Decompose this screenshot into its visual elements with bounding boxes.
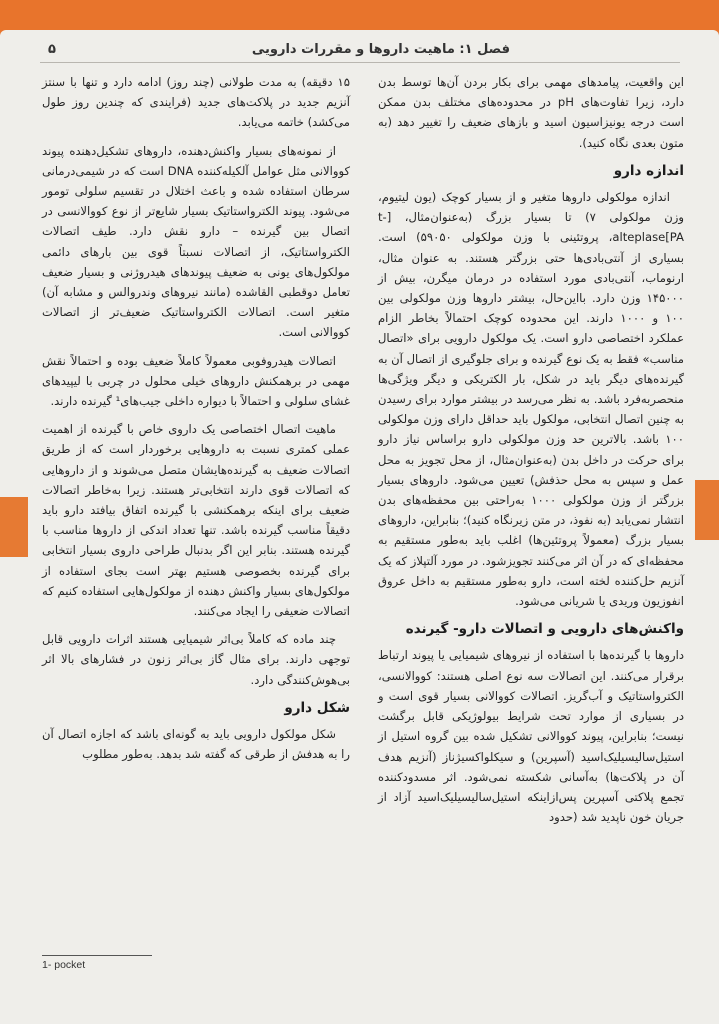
section-heading-drug-shape: شکل دارو	[284, 699, 350, 716]
paragraph: ماهیت اتصال اختصاصی یک داروی خاص با گیرنده از اهمیت عملی کمتری نسبت به داروهایی برخوردار است که از طریق اتصالات ضعیف به گیرنده‌هایشان متصل می‌شوند و از داروهایی که اتصالات قوی دارند انتخابی‌تر هستند. زیرا به‌خاطر اتصالات ضعیف برای اینکه برهمکنشی با گیرنده اتفاق بیافتد دارو باید دقیقاً مناسب گیرنده باشد. تنها تعداد اندکی از داروها مناسب با گیرنده هستند. بنابر این اگر بدنبال طراحی داروی بسیار انتخابی برای گیرنده بخصوصی هستیم بهتر است بجای استفاده از مولکول‌های بسیار واکنش دهنده از مولکول‌هایی استفاده کنیم که اتصالات ضعیفی را ایجاد می‌کنند.	[42, 422, 350, 619]
page-number: ۵	[48, 42, 56, 57]
left-thumb-tab	[0, 497, 28, 557]
right-column	[378, 72, 684, 835]
right-thumb-tab	[695, 480, 719, 540]
section-heading-interactions: واکنش‌های دارویی و اتصالات دارو- گیرنده	[405, 621, 684, 638]
paragraph: اندازه مولکولی داروها متغیر و از بسیار کوچک (یون لیتیوم، وزن مولکولی ۷) تا بسیار بزرگ (به‌عنوان‌مثال، [t-alteplase[PA، پروتئینی با وزن مولکولی ۵۹۰۵۰) است. بسیاری از آنتی‌بادی‌ها حتی بزرگتر هستند. به عنوان مثال، ارنوماب، آنتی‌بادی مورد استفاده در درمان میگرن، بیش از ۱۴۵۰۰۰ وزن دارد. بااین‌حال، بیشتر داروها وزن مولکولی بین ۱۰۰ و ۱۰۰۰ دارند. این محدوده کوچک احتمالاً بخاطر الزام عملکرد اختصاصی دارو است. یک مولکول دارویی برای «اتصال مناسب» فقط به یک نوع گیرنده و برای جلوگیری از اتصال آن به گیرنده‌های دیگر باید در شکل، بار الکتریکی و دیگر ویژگی‌ها منحصربه‌فرد باشد. به نظر می‌رسد در بیشتر موارد برای رسیدن به چنین اتصال انتخابی، مولکول باید حداقل دارای وزن مولکولی ۱۰۰ باشد. بالاترین حد وزن مولکولی دارو براساس نیاز دارو برای حرکت در داخل بدن (به‌عنوان‌مثال، از محل تجویز به محل عمل و سپس به محل حذفش) تعیین می‌شود. داروهای بسیار بزرگتر از وزن مولکولی ۱۰۰۰ به‌راحتی بین محفظه‌های بدن انتشار نمی‌یابد (به نفوذ، در متن زیرنگاه کنید)؛ بنابراین، داروهای بسیار بزرگ (معمولاً پروتئین‌ها) اغلب باید به‌طور مستقیم به محفظه‌ای که در آن اثر می‌کنند تجویزشود. در مورد آلتپلاز که یک آنزیم حل‌کننده لخته است، دارو به‌طور مستقیم به داخل عروق انفوزیون وریدی یا شریانی می‌شود.	[378, 190, 684, 609]
paragraph: داروها با گیرنده‌ها با استفاده از نیروهای شیمیایی یا پیوند ارتباط برقرار می‌کنند. این اتصالات سه نوع اصلی هستند: کووالانسی، الکترواستاتیک و آب‌گریز. اتصالات کووالانی بسیار قوی است و در بسیاری از موارد تحت شرایط بیولوژیکی قابل برگشت نیست؛ بنابراین، پیوند کووالانی تشکیل شده بین گروه استیل از استیل‌سالیسیلیک‌اسید (آسپرین) و سیکلواکسیژناز (آنزیم هدف آن در پلاکت‌ها) به‌آسانی شکسته نمی‌شود. اثر مسدودکننده تجمع پلاکتی آسپرین پس‌ازاینکه استیل‌سالیسیلیک‌اسید آزاد از جریان خون ناپدید شد (حدود	[378, 648, 684, 825]
footnote-divider	[42, 955, 152, 956]
header-divider	[40, 62, 680, 63]
footnote: 1- pocket	[42, 959, 86, 971]
paragraph: ۱۵ دقیقه) به مدت طولانی (چند روز) ادامه دارد و تنها با سنتز آنزیم جدید در پلاکت‌های جدید (فرایندی که چندین روز طول می‌کشد) خاتمه می‌یابد.	[42, 75, 350, 130]
paragraph: از نمونه‌های بسیار واکنش‌دهنده، داروهای تشکیل‌دهنده پیوند کووالانی مثل عوامل آلکیله‌کننده DNA است که در شیمی‌درمانی سرطان استفاده شده و باعث اختلال در تقسیم سلولی تومور می‌شود. پیوند الکترواستاتیک بسیار شایع‌تر از نوع کووالانسی در اتصال بین گیرنده – دارو نقش دارد. طیف اتصالات الکترواستاتیک، از اتصالات نسبتاً قوی بین بارهای دائمی مولکول‌های یونی به ضعیف پیوندهای هیدروژنی و بسیار ضعیف تعامل دوقطبی القاشده (مانند نیروهای وندروالس و مشابه آن) متغیر است. اتصالات الکترواستاتیک ضعیف‌تر از اتصالات کووالانی است.	[42, 143, 350, 340]
running-header	[40, 38, 680, 64]
left-column	[42, 72, 350, 773]
paragraph: اتصالات هیدروفوبی معمولاً کاملاً ضعیف بوده و احتمالاً نقش مهمی در برهمکنش داروهای خیلی محلول در چربی با لیپیدهای غشای سلولی و احتمالاً با دیواره داخلی جیب‌های¹ گیرنده دارند.	[42, 353, 350, 409]
paragraph: این واقعیت، پیامدهای مهمی برای بکار بردن آن‌ها توسط بدن دارد، زیرا تفاوت‌های pH در محدوده‌های مختلف بدن ممکن است درجه یونیزاسیون اسید و بازهای ضعیف را تغییر دهد (به متون بعدی نگاه کنید).	[378, 75, 685, 150]
chapter-title: فصل ۱: ماهیت داروها و مقررات دارویی	[251, 42, 510, 57]
paragraph: چند ماده که کاملاً بی‌اثر شیمیایی هستند اثرات دارویی قابل توجهی دارند. برای مثال گاز بی‌اثر زنون در فشارهای بالا اثر بی‌هوش‌کنندگی دارد.	[42, 632, 350, 687]
paragraph: شکل مولکول دارویی باید به گونه‌ای باشد که اجازه اتصال آن را به هدفش از طرقی که گفته شد بدهد. به‌طور مطلوب	[42, 727, 350, 762]
section-heading-drug-size: اندازه دارو	[613, 162, 684, 179]
